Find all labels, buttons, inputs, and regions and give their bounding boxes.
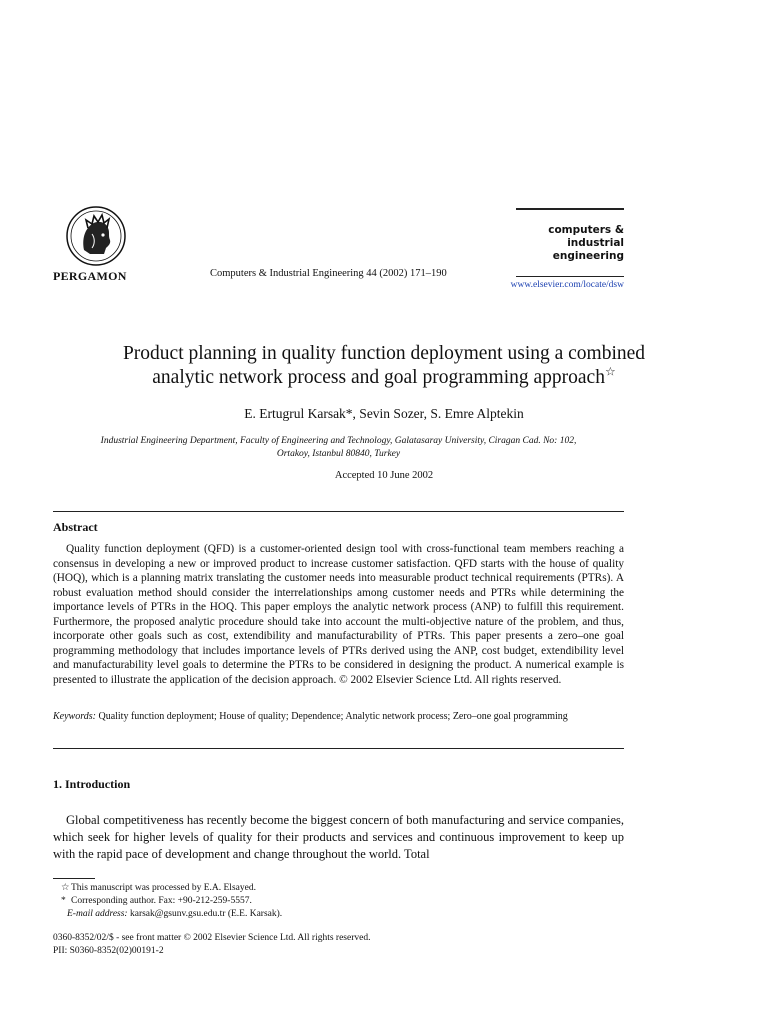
- keywords-label: Keywords:: [53, 711, 96, 722]
- title-line-1: Product planning in quality function deployment using a combined: [122, 343, 646, 364]
- footnote-manuscript-text: This manuscript was processed by E.A. Elsayed.: [71, 883, 256, 893]
- footnote-corresponding-text: Corresponding author. Fax: +90-212-259-5557.: [71, 896, 252, 906]
- footnote-star-mark: ☆: [61, 883, 70, 893]
- accepted-date: Accepted 10 June 2002: [334, 470, 434, 481]
- footnote-manuscript: [53, 882, 632, 895]
- journal-url-link[interactable]: www.elsevier.com/locate/dsw: [510, 280, 624, 290]
- brand-rule-bottom: [516, 276, 624, 277]
- abstract-rule-top: [53, 511, 624, 512]
- publisher-logo: [62, 204, 130, 268]
- title-line-2: analytic network process and goal programming approach: [152, 367, 605, 388]
- brand-line-1: computers &: [548, 224, 624, 236]
- journal-citation: Computers & Industrial Engineering 44 (2002) 171–190: [210, 268, 447, 279]
- affiliation-line-1: Industrial Engineering Department, Faculty of Engineering and Technology, Galatasaray University, Ciragan Cad. No: 102,: [100, 436, 577, 446]
- introduction-paragraph: Global competitiveness has recently become the biggest concern of both manufacturing and service companies, which seek for higher levels of quality for their products and services and continuous improvement to keep up with the rapid pace of development and change throughout the world. Total: [53, 813, 624, 861]
- abstract-text: Quality function deployment (QFD) is a customer-oriented design tool with cross-functional team members reaching a consensus in developing a new or improved product to increase customer satisfaction. QFD starts with the house of quality (HOQ), which is a planning matrix translating the customer needs into measurable product technical requirements (PTRs). A robust evaluation method should consider the interrelationships among customer needs and PTRs while determining the importance levels of PTRs in the HOQ. This paper employs the analytic network process (ANP) to fulfill this requirement. Furthermore, the proposed analytic procedure should take into account the multi-objective nature of the problem, and thus, incorporate other goals such as cost, extendibility and manufacturability of PTRs. This paper presents a zero–one goal programming methodology that includes importance levels of PTRs derived using the ANP, cost budget, extendibility level and manufacturability level goals to determine the PTRs to be considered in designing the product. A numerical example is presented to illustrate the application of the decision approach. © 2002 Elsevier Science Ltd. All rights reserved.: [53, 543, 624, 686]
- publisher-name: PERGAMON: [53, 269, 127, 283]
- keywords-list: Quality function deployment; House of quality; Dependence; Analytic network process; Zero–one goal programming: [98, 711, 568, 722]
- title-footnote-mark[interactable]: ☆: [604, 364, 616, 379]
- article-title: [40, 342, 728, 390]
- abstract-heading: Abstract: [53, 520, 98, 534]
- journal-brand: [516, 224, 624, 263]
- footnote-email: [53, 908, 638, 921]
- affiliation-line-2: Ortakoy, Istanbul 80840, Turkey: [276, 449, 401, 459]
- author-affiliation: [53, 435, 624, 461]
- brand-line-3: engineering: [552, 250, 624, 262]
- footnote-corresponding: [53, 895, 632, 908]
- footnote-rule: [53, 878, 95, 879]
- section-heading-introduction: 1. Introduction: [53, 777, 131, 791]
- abstract-rule-bottom: [53, 748, 624, 749]
- brand-rule-top: [516, 208, 624, 210]
- author-list: E. Ertugrul Karsak*, Sevin Sozer, S. Emre Alptekin: [244, 406, 524, 421]
- pii-line: PII: S0360-8352(02)00191-2: [53, 946, 164, 956]
- email-label: E-mail address:: [67, 909, 128, 919]
- copyright-line: 0360-8352/02/$ - see front matter © 2002 Elsevier Science Ltd. All rights reserved.: [53, 933, 371, 943]
- brand-line-2: industrial: [567, 237, 624, 249]
- keywords: [53, 710, 624, 724]
- footnote-asterisk-mark: *: [61, 896, 66, 906]
- email-address-link[interactable]: karsak@gsunv.gsu.edu.tr (E.E. Karsak).: [129, 909, 283, 919]
